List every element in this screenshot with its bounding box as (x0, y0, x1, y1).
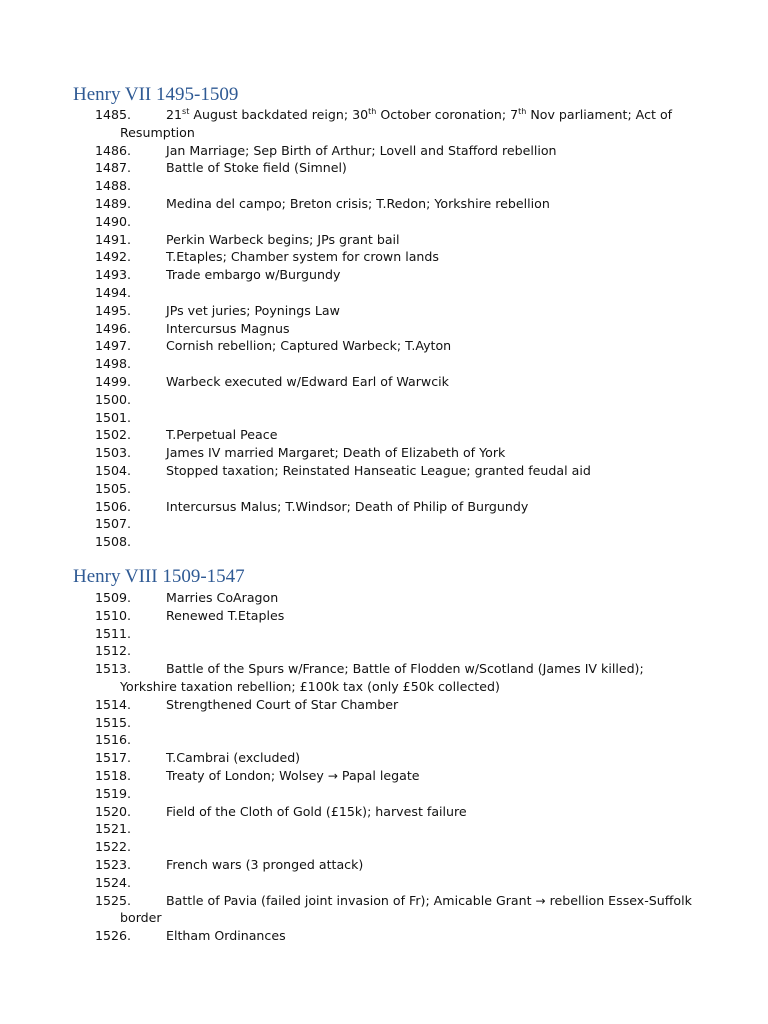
timeline-line (0, 589, 768, 607)
entry-year: 1516. (94, 732, 131, 748)
timeline-entry (0, 480, 768, 498)
timeline-line (0, 177, 768, 195)
entry-text-part: Battle of Stoke field (Simnel) (166, 160, 347, 176)
timeline-entry (0, 302, 768, 320)
entry-text-part: T.Cambrai (excluded) (166, 750, 301, 766)
entry-year: 1497. (94, 338, 131, 354)
timeline-line (0, 302, 768, 320)
entry-text-part: Cornish rebellion; Captured Warbeck; T.Ayton (166, 338, 452, 354)
entry-text-part: Intercursus Malus; T.Windsor; Death of Philip of Burgundy (166, 498, 529, 514)
timeline-line (0, 462, 768, 480)
entry-year: 1523. (94, 856, 131, 872)
entry-text (166, 927, 286, 945)
timeline-line (0, 498, 768, 516)
entry-year: 1490. (94, 213, 131, 229)
timeline-entry (0, 607, 768, 625)
entry-text (166, 106, 672, 124)
entry-text-part: JPs vet juries; Poynings Law (166, 302, 340, 318)
timeline-line (0, 642, 768, 660)
entry-text-part: rebellion Essex-Suffolk (545, 892, 692, 908)
timeline-line (0, 607, 768, 625)
timeline-entry (0, 785, 768, 803)
timeline-line (0, 927, 768, 945)
entry-text (166, 266, 340, 284)
entry-year: 1494. (94, 284, 131, 300)
entry-text-part: Marries CoAragon (166, 590, 279, 605)
timeline-entry (0, 177, 768, 195)
entry-text (166, 462, 591, 480)
entry-text (166, 195, 550, 213)
timeline-line (0, 159, 768, 177)
timeline-entry (0, 213, 768, 231)
entry-year: 1487. (94, 160, 131, 176)
entry-year: 1511. (94, 625, 131, 641)
entry-text-part: Intercursus Magnus (166, 320, 290, 336)
entry-year: 1507. (94, 516, 131, 532)
entry-text (166, 231, 400, 249)
entry-year: 1506. (94, 498, 131, 514)
entry-text-part: Renewed T.Etaples (166, 607, 285, 623)
entry-text (166, 159, 347, 177)
entry-year: 1503. (94, 445, 131, 461)
entry-text-part: Strengthened Court of Star Chamber (166, 696, 399, 712)
entry-year: 1513. (94, 661, 131, 677)
entry-year: 1518. (94, 767, 131, 783)
entry-year: 1517. (94, 750, 131, 766)
timeline-line (0, 533, 768, 551)
timeline-line (0, 696, 768, 714)
timeline-line (0, 767, 768, 785)
timeline-line (0, 195, 768, 213)
timeline-list-henry-viii (0, 589, 768, 945)
timeline-line (0, 426, 768, 444)
entry-year: 1521. (94, 821, 131, 837)
timeline-entry (0, 159, 768, 177)
entry-text-part: Trade embargo w/Burgundy (166, 267, 341, 283)
timeline-entry (0, 195, 768, 213)
timeline-entry (0, 498, 768, 516)
entry-year: 1491. (94, 231, 131, 247)
timeline-entry (0, 856, 768, 874)
entry-text (166, 498, 528, 516)
timeline-entry (0, 266, 768, 284)
timeline-entry (0, 444, 768, 462)
timeline-entry (0, 696, 768, 714)
timeline-line (0, 803, 768, 821)
timeline-line (0, 820, 768, 838)
entry-year: 1519. (94, 785, 131, 801)
entry-year: 1515. (94, 714, 131, 730)
entry-year: 1514. (94, 696, 131, 712)
entry-text (166, 696, 398, 714)
entry-text-part: Field of the Cloth of Gold (£15k); harvest failure (166, 803, 467, 819)
timeline-entry (0, 767, 768, 785)
entry-text-part: October coronation; 7 (376, 107, 519, 122)
timeline-line (0, 284, 768, 302)
entry-year: 1488. (94, 178, 131, 194)
timeline-entry (0, 391, 768, 409)
entry-text (166, 589, 278, 607)
timeline-line-continuation (0, 678, 768, 696)
timeline-entry (0, 320, 768, 338)
entry-year: 1509. (94, 590, 131, 605)
timeline-entry (0, 373, 768, 391)
entry-year: 1485. (94, 107, 131, 122)
entry-text-part: French wars (3 pronged attack) (166, 856, 364, 872)
entry-text-part: Papal legate (337, 767, 420, 783)
timeline-entry (0, 838, 768, 856)
timeline-line (0, 660, 768, 678)
timeline-line (0, 391, 768, 409)
entry-year: 1498. (94, 356, 131, 372)
entry-text (166, 803, 467, 821)
entry-text-part: T.Etaples; Chamber system for crown lands (166, 249, 439, 265)
entry-text-part: Battle of Pavia (failed joint invasion of Fr); Amicable Grant (166, 892, 536, 908)
entry-text-part: Treaty of London; Wolsey (166, 767, 328, 783)
ordinal-suffix: st (182, 107, 190, 116)
timeline-entry (0, 589, 768, 607)
timeline-entry (0, 106, 768, 142)
timeline-entry (0, 892, 768, 928)
timeline-entry (0, 284, 768, 302)
timeline-line (0, 337, 768, 355)
section-heading-henry-viii: Henry VIII 1509-1547 (73, 566, 245, 587)
timeline-entry (0, 660, 768, 696)
timeline-line (0, 231, 768, 249)
timeline-entry (0, 337, 768, 355)
entry-text (166, 749, 300, 767)
entry-text (166, 142, 557, 160)
entry-year: 1505. (94, 480, 131, 496)
entry-text-part: T.Perpetual Peace (166, 427, 278, 443)
ordinal-suffix: th (368, 107, 377, 116)
timeline-line (0, 266, 768, 284)
entry-text (166, 444, 505, 462)
timeline-line (0, 248, 768, 266)
timeline-line (0, 213, 768, 231)
timeline-line (0, 714, 768, 732)
timeline-line (0, 874, 768, 892)
entry-year: 1502. (94, 427, 131, 443)
entry-text-continuation: border (120, 910, 162, 926)
timeline-entry (0, 248, 768, 266)
entry-text-continuation: Resumption (120, 124, 195, 140)
entry-text (166, 767, 420, 786)
timeline-entry (0, 714, 768, 732)
entry-text-part: August backdated reign; 30 (189, 107, 369, 122)
timeline-line (0, 142, 768, 160)
entry-text-part: Stopped taxation; Reinstated Hanseatic League; granted feudal aid (166, 462, 591, 478)
entry-year: 1501. (94, 409, 131, 425)
timeline-entry (0, 355, 768, 373)
timeline-line (0, 106, 768, 124)
timeline-entry (0, 927, 768, 945)
entry-year: 1504. (94, 462, 131, 478)
timeline-line-continuation (0, 909, 768, 927)
entry-year: 1524. (94, 874, 131, 890)
timeline-entry (0, 142, 768, 160)
arrow-icon: → (327, 768, 338, 783)
entry-text-part: 21 (166, 107, 183, 122)
entry-year: 1512. (94, 643, 131, 659)
timeline-entry (0, 533, 768, 551)
entry-text-part: Jan Marriage; Sep Birth of Arthur; Lovell and Stafford rebellion (166, 142, 557, 158)
entry-year: 1508. (94, 534, 131, 550)
timeline-entry (0, 820, 768, 838)
entry-year: 1496. (94, 320, 131, 336)
entry-year: 1495. (94, 302, 131, 318)
entry-text (166, 302, 340, 320)
entry-text (166, 426, 277, 444)
timeline-line (0, 480, 768, 498)
timeline-entry (0, 426, 768, 444)
arrow-icon: → (535, 893, 546, 908)
timeline-line (0, 856, 768, 874)
timeline-entry (0, 462, 768, 480)
timeline-entry (0, 749, 768, 767)
entry-year: 1520. (94, 803, 131, 819)
timeline-entry (0, 803, 768, 821)
timeline-list-henry-vii (0, 106, 768, 551)
timeline-line (0, 892, 768, 910)
section-heading-henry-vii: Henry VII 1495-1509 (73, 84, 239, 105)
timeline-line (0, 409, 768, 427)
entry-year: 1510. (94, 607, 131, 623)
timeline-line (0, 838, 768, 856)
timeline-line (0, 444, 768, 462)
entry-year: 1500. (94, 391, 131, 407)
timeline-entry (0, 874, 768, 892)
entry-text (166, 320, 290, 338)
entry-text (166, 248, 439, 266)
timeline-line (0, 515, 768, 533)
timeline-entry (0, 731, 768, 749)
timeline-entry (0, 625, 768, 643)
timeline-entry (0, 515, 768, 533)
entry-text-part: Eltham Ordinances (166, 928, 286, 944)
entry-text-part: James IV married Margaret; Death of Elizabeth of York (166, 445, 506, 461)
entry-year: 1525. (94, 892, 131, 908)
timeline-line (0, 785, 768, 803)
entry-text (166, 892, 692, 911)
entry-text-part: Warbeck executed w/Edward Earl of Warwcik (166, 373, 449, 389)
entry-year: 1493. (94, 267, 131, 283)
entry-text (166, 607, 284, 625)
entry-text-part: Perkin Warbeck begins; JPs grant bail (166, 231, 400, 247)
timeline-line (0, 320, 768, 338)
entry-text-continuation: Yorkshire taxation rebellion; £100k tax (only £50k collected) (120, 678, 500, 694)
entry-text-part: Battle of the Spurs w/France; Battle of Flodden w/Scotland (James IV killed); (166, 661, 644, 677)
entry-text (166, 856, 363, 874)
entry-year: 1522. (94, 839, 131, 855)
timeline-line (0, 731, 768, 749)
entry-year: 1499. (94, 373, 131, 389)
entry-year: 1489. (94, 195, 131, 211)
timeline-line (0, 373, 768, 391)
timeline-line (0, 749, 768, 767)
entry-year: 1486. (94, 142, 131, 158)
timeline-line-continuation (0, 124, 768, 142)
timeline-entry (0, 409, 768, 427)
entry-text (166, 337, 451, 355)
entry-text (166, 660, 644, 678)
timeline-line (0, 355, 768, 373)
entry-text-part: Medina del campo; Breton crisis; T.Redon; Yorkshire rebellion (166, 195, 550, 211)
ordinal-suffix: th (518, 107, 527, 116)
entry-text (166, 373, 449, 391)
timeline-line (0, 625, 768, 643)
timeline-entry (0, 642, 768, 660)
timeline-entry (0, 231, 768, 249)
entry-year: 1492. (94, 249, 131, 265)
entry-text-part: Nov parliament; Act of (526, 107, 673, 122)
entry-year: 1526. (94, 928, 131, 944)
